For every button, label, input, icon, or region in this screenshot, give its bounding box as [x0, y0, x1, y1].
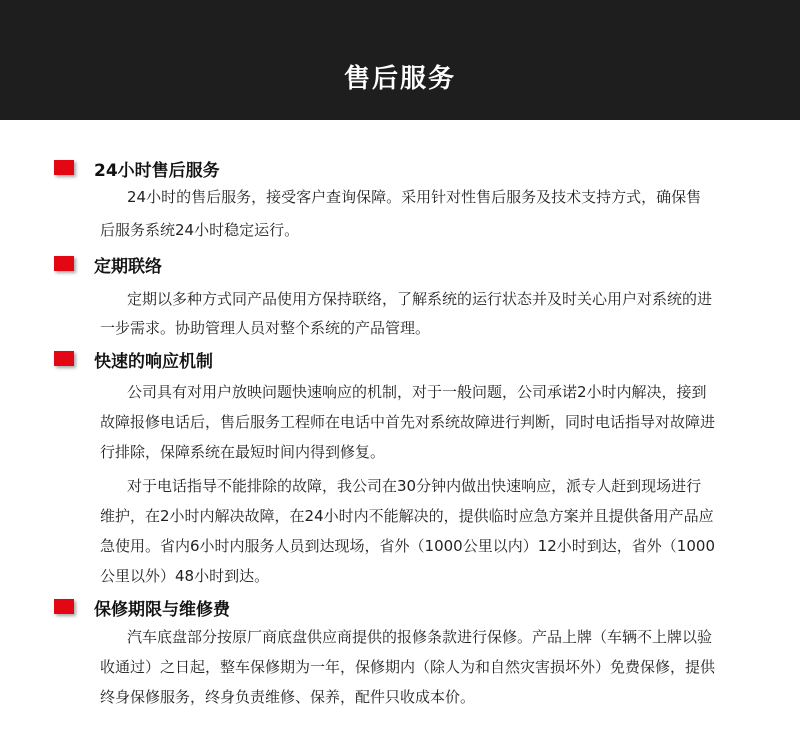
- header-banner: [0, 0, 800, 120]
- paragraph-line: 公司具有对用户放映问题快速响应的机制，对于一般问题，公司承诺2小时内解决，接到: [127, 383, 707, 401]
- section-title: 保修期限与维修费: [94, 600, 230, 620]
- paragraph-line: 后服务系统24小时稳定运行。: [100, 221, 300, 239]
- paragraph-line: 行排除，保障系统在最短时间内得到修复。: [100, 443, 386, 461]
- paragraph-line: 收通过）之日起，整车保修期为一年，保修期内（除人为和自然灾害损坏外）免费保修，提供: [100, 658, 716, 676]
- red-square-bullet-icon: [54, 256, 74, 271]
- section-title: 定期联络: [94, 257, 162, 277]
- paragraph-line: 对于电话指导不能排除的故障，我公司在30分钟内做出快速响应，派专人赶到现场进行: [127, 477, 702, 495]
- paragraph-line: 汽车底盘部分按原厂商底盘供应商提供的报修条款进行保修。产品上牌（车辆不上牌以验: [127, 628, 713, 646]
- paragraph-line: 定期以多种方式同产品使用方保持联络，了解系统的运行状态并及时关心用户对系统的进: [127, 290, 713, 308]
- paragraph-line: 一步需求。协助管理人员对整个系统的产品管理。: [100, 319, 431, 337]
- paragraph-line: 急使用。省内6小时内服务人员到达现场，省外（1000公里以内）12小时到达，省外（1000: [100, 537, 715, 555]
- red-square-bullet-icon: [54, 351, 74, 366]
- paragraph-line: 维护，在2小时内解决故障，在24小时内不能解决的，提供临时应急方案并且提供备用产品应: [100, 507, 714, 525]
- paragraph-line: 24小时的售后服务，接受客户查询保障。采用针对性售后服务及技术支持方式，确保售: [127, 188, 702, 206]
- section-title: 快速的响应机制: [94, 352, 213, 372]
- page-title: 售后服务: [343, 64, 456, 94]
- section-title: 24小时售后服务: [94, 161, 220, 181]
- paragraph-line: 公里以外）48小时到达。: [100, 567, 270, 585]
- red-square-bullet-icon: [54, 160, 74, 175]
- paragraph-line: 故障报修电话后，售后服务工程师在电话中首先对系统故障进行判断，同时电话指导对故障进: [100, 413, 716, 431]
- red-square-bullet-icon: [54, 599, 74, 614]
- paragraph-line: 终身保修服务，终身负责维修、保养，配件只收成本价。: [100, 688, 476, 706]
